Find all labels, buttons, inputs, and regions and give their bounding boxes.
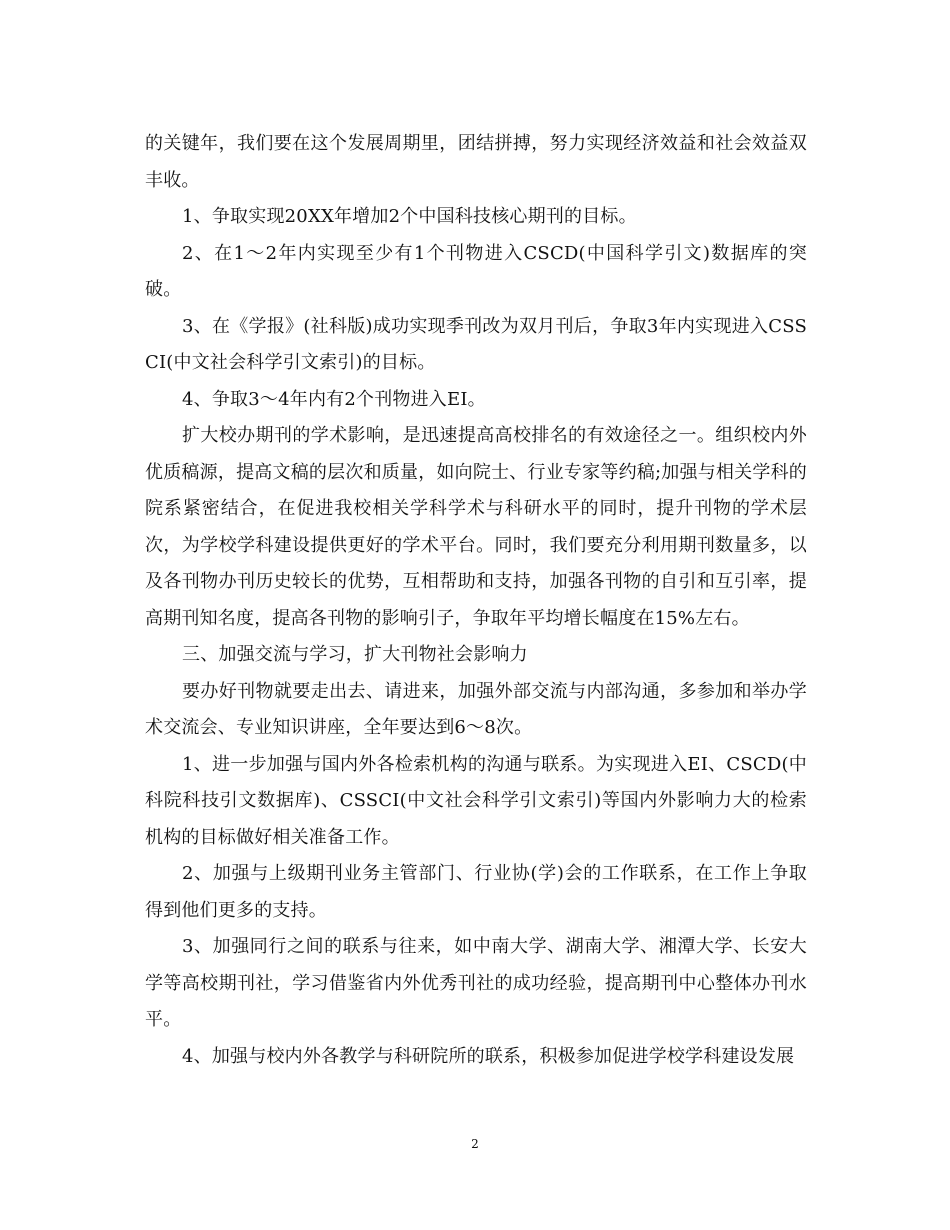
paragraph-exchange-intro: 要办好刊物就要走出去、请进来，加强外部交流与内部沟通，多参加和举办学术交流会、专业知识讲座，全年要达到6～8次。 — [145, 680, 807, 738]
paragraph-goal-4: 4、争取3～4年内有2个刊物进入EI。 — [182, 388, 486, 410]
paragraph-exchange-4: 4、加强与校内外各教学与科研院所的联系，积极参加促进学校学科建设发展 — [182, 1045, 795, 1067]
section-heading-3: 三、加强交流与学习，扩大刊物社会影响力 — [182, 644, 528, 665]
paragraph-exchange-3: 3、加强同行之间的联系与往来，如中南大学、湖南大学、湘潭大学、长安大学等高校期刊社，学习借鉴省内外优秀刊社的成功经验，提高期刊中心整体办刊水平。 — [145, 936, 807, 1030]
paragraph-goal-3: 3、在《学报》(社科版)成功实现季刊改为双月刊后，争取3年内实现进入CSSCI(中文社会科学引文索引)的目标。 — [145, 315, 807, 373]
paragraph-goal-2: 2、在1～2年内实现至少有1个刊物进入CSCD(中国科学引文)数据库的突破。 — [145, 242, 807, 300]
paragraph-goal-1: 1、争取实现20XX年增加2个中国科技核心期刊的目标。 — [182, 206, 637, 227]
paragraph-exchange-2: 2、加强与上级期刊业务主管部门、行业协(学)会的工作联系，在工作上争取得到他们更多的支持。 — [145, 863, 807, 921]
page-number: 2 — [471, 1137, 479, 1151]
paragraph-academic-influence: 扩大校办期刊的学术影响，是迅速提高高校排名的有效途径之一。组织校内外优质稿源，提高文稿的层次和质量，如向院士、行业专家等约稿;加强与相关学科的院系紧密结合，在促进我校相关学科学术与科研水平的同时，提升刊物的学术层次，为学校学科建设提供更好的学术平台。同时，我们要充分利用期刊数量多，以及各刊物办刊历史较长的优势，互相帮助和支持，加强各刊物的自引和互引率，提高期刊知名度，提高各刊物的影响引子，争取年平均增长幅度在15%左右。 — [145, 425, 807, 629]
paragraph-continuation: 的关键年，我们要在这个发展周期里，团结拼搏，努力实现经济效益和社会效益双丰收。 — [145, 133, 807, 191]
paragraph-exchange-1: 1、进一步加强与国内外各检索机构的沟通与联系。为实现进入EI、CSCD(中科院科技引文数据库)、CSSCI(中文社会科学引文索引)等国内外影响力大的检索机构的目标做好相关准备工作。 — [145, 753, 807, 848]
document-body — [145, 126, 807, 1075]
